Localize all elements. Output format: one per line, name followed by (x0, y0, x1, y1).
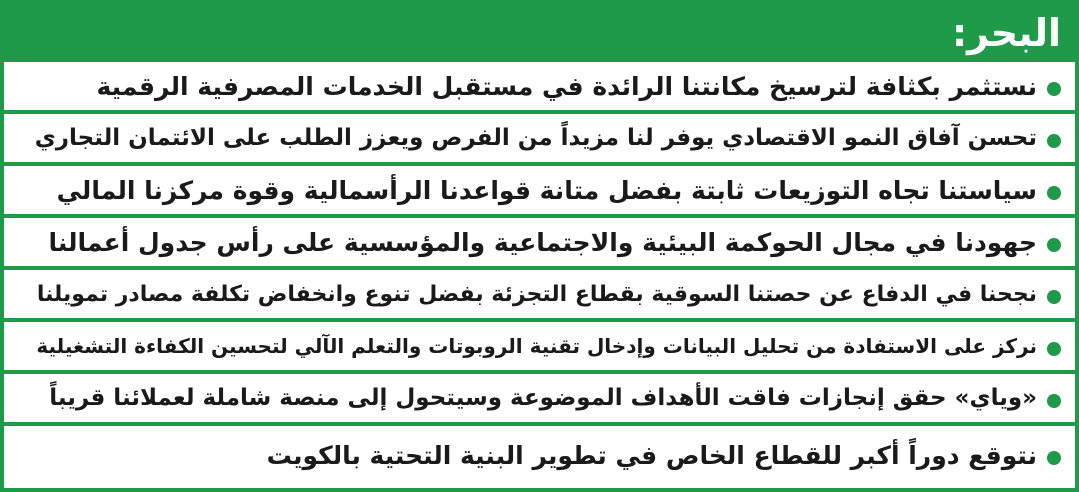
bullet-icon (1047, 186, 1061, 200)
bullet-icon (1047, 134, 1061, 148)
list-item (4, 218, 1075, 270)
list-item (4, 374, 1075, 426)
bullet-icon (1047, 342, 1061, 356)
bullet-icon (1047, 82, 1061, 96)
header-title: البحر: (951, 11, 1061, 55)
list-item (4, 114, 1075, 166)
list-item-text: نستثمر بكثافة لترسيخ مكانتنا الرائدة في مستقبل الخدمات المصرفية الرقمية (96, 71, 1037, 101)
list-item-text: نجحنا في الدفاع عن حصتنا السوقية بقطاع التجزئة بفضل تنوع وانخفاض تكلفة مصادر تمويلنا (36, 281, 1037, 307)
list-item-text: «وياي» حقق إنجازات فاقت الأهداف الموضوعة وسيتحول إلى منصة شاملة لعملائنا قريباً (49, 385, 1037, 411)
header-bar (4, 4, 1075, 62)
list-item-text: نتوقع دوراً أكبر للقطاع الخاص في تطوير البنية التحتية بالكويت (266, 440, 1037, 470)
bullet-icon (1047, 451, 1061, 465)
bullet-icon (1047, 290, 1061, 304)
highlights-list (4, 62, 1075, 484)
list-item-text: تحسن آفاق النمو الاقتصادي يوفر لنا مزيداً من الفرص ويعزز الطلب على الائتمان التجاري (34, 125, 1037, 151)
bullet-icon (1047, 238, 1061, 252)
list-item (4, 270, 1075, 322)
list-item (4, 62, 1075, 114)
list-item (4, 322, 1075, 374)
list-item-text: جهودنا في مجال الحوكمة البيئية والاجتماعية والمؤسسية على رأس جدول أعمالنا (48, 227, 1037, 257)
list-item (4, 166, 1075, 218)
list-item-text: نركز على الاستفادة من تحليل البيانات وإدخال تقنية الروبوتات والتعلم الآلي لتحسين الكفاءة التشغيلية (36, 334, 1037, 358)
list-item-text: سياستنا تجاه التوزيعات ثابتة بفضل متانة قواعدنا الرأسمالية وقوة مركزنا المالي (56, 175, 1037, 205)
bullet-icon (1047, 394, 1061, 408)
list-item (4, 426, 1075, 484)
